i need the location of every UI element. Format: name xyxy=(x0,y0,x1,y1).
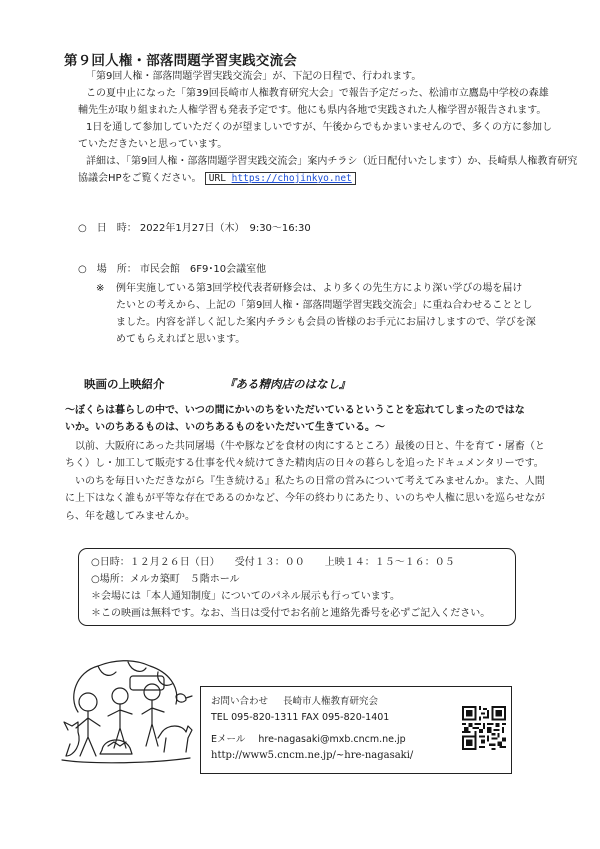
movie-body-5: ら、年を越してみませんか。 xyxy=(65,511,195,522)
note-line-3: ました。内容を詳しく記した案内チラシも会員の皆様のお手元にお届けしますので、学びを深 xyxy=(116,317,536,328)
section-title: 第９回人権・部落問題学習実践交流会 xyxy=(64,53,297,69)
movie-lead-2: いか。いのちあるものは、いのちあるものをいただいて生きている。～ xyxy=(65,422,385,433)
contact-tel-fax: TEL 095-820-1311 FAX 095-820-1401 xyxy=(211,712,390,723)
screening-note-free: ＊この映画は無料です。なお、当日は受付でお名前と連絡先番号を必ずご記入ください。 xyxy=(91,608,491,619)
intro-paragraph-1: 「第9回人権・部落問題学習実践交流会」が、下記の日程で、行われます。 xyxy=(86,71,422,82)
contact-email-label: Eメール xyxy=(211,734,246,745)
note-line-4: めてもらえればと思います。 xyxy=(116,334,246,345)
screening-info-box xyxy=(78,548,516,626)
note-line-2: たいとの考えから、上記の「第9回人権・部落問題学習実践交流会」に重ね合わせることとし xyxy=(116,300,533,311)
contact-heading xyxy=(211,693,378,707)
event-place xyxy=(78,261,266,278)
screening-note-panel: ＊会場には「本人通知制度」についてのパネル展示も行っています。 xyxy=(91,591,400,602)
event-date xyxy=(78,220,311,237)
contact-label: お問い合わせ xyxy=(211,696,269,707)
contact-website-link[interactable]: http://www5.cncm.ne.jp/~hre-nagasaki/ xyxy=(211,750,414,761)
screening-place: ○場所：メルカ築町 ５階ホール xyxy=(91,574,240,585)
event-place-value: 市民会館 6F9･10会議室他 xyxy=(139,264,267,275)
url-box xyxy=(205,172,356,185)
intro-paragraph-5: ていただきたいと思っています。 xyxy=(78,139,228,150)
movie-heading: 映画の上映紹介 xyxy=(84,377,165,391)
intro-paragraph-2: この夏中止になった「第39回長崎市人権教育研究大会」で報告予定だった、松浦市立鷹島中学校の森雄 xyxy=(86,88,549,99)
event-date-label: ○ 日 時： xyxy=(78,223,137,234)
intro-paragraph-6: 詳細は、「第9回人権・部落問題学習実践交流会」案内チラシ（近日配付いたします）か、長崎県人権教育研究 xyxy=(86,156,578,167)
contact-org: 長崎市人権教育研究会 xyxy=(283,696,379,707)
event-place-label: ○ 場 所： xyxy=(78,264,137,275)
intro-paragraph-3: 輔先生が取り組まれた人権学習も発表予定です。他にも県内各地で実践された人権学習が報告されます。 xyxy=(78,105,547,116)
movie-body-1: 以前、大阪府にあった共同屠場（牛や豚などを食材の肉にするところ）最後の日と、牛を育て・屠畜（と xyxy=(75,441,545,452)
movie-body-4: に上下はなく誰もが平等な存在であるのかなど、今年の終わりにあたり、いのちや人権に思いを巡らせなが xyxy=(65,493,545,504)
movie-body-3: いのちを毎日いただきながら『生き続ける』私たちの日常の営みについて考えてみませんか。また、人間 xyxy=(75,476,545,487)
intro-paragraph-7-text: 協議会HPをご覧ください。 xyxy=(78,173,202,184)
event-date-value: 2022年1月27日（木） 9:30～16:30 xyxy=(139,223,311,234)
screening-datetime: ○日時：１２月２６日（日） 受付１３：００ 上映１４：１５～１６：０５ xyxy=(91,557,455,568)
url-label: URL xyxy=(208,173,226,184)
qr-code-icon[interactable] xyxy=(462,706,506,750)
website-link[interactable]: https://chojinkyo.net xyxy=(231,173,352,184)
children-and-animals-illustration-icon xyxy=(58,652,194,770)
movie-lead-1: ～ぼくらは暮らしの中で、いつの間にかいのちをいただいているということを忘れてしまったのではな xyxy=(65,405,525,416)
movie-body-2: ちく）し・加工して販売する仕事を代々続けてきた精肉店の日々の暮らしを追ったドキュメンタリーです。 xyxy=(65,458,544,469)
contact-email-row xyxy=(211,731,406,745)
intro-paragraph-7 xyxy=(78,170,356,187)
note-line-1: 例年実施している第3回学校代表者研修会は、より多くの先生方により深い学びの場を届け xyxy=(116,283,523,294)
note-mark: ※ xyxy=(96,283,105,294)
intro-paragraph-4: 1日を通して参加していただくのが望ましいですが、午後からでもかまいませんので、多くの方に参加し xyxy=(86,122,553,133)
contact-email-link[interactable]: hre-nagasaki@mxb.cncm.ne.jp xyxy=(258,734,406,745)
movie-title: 『ある精肉店のはなし』 xyxy=(224,377,351,391)
